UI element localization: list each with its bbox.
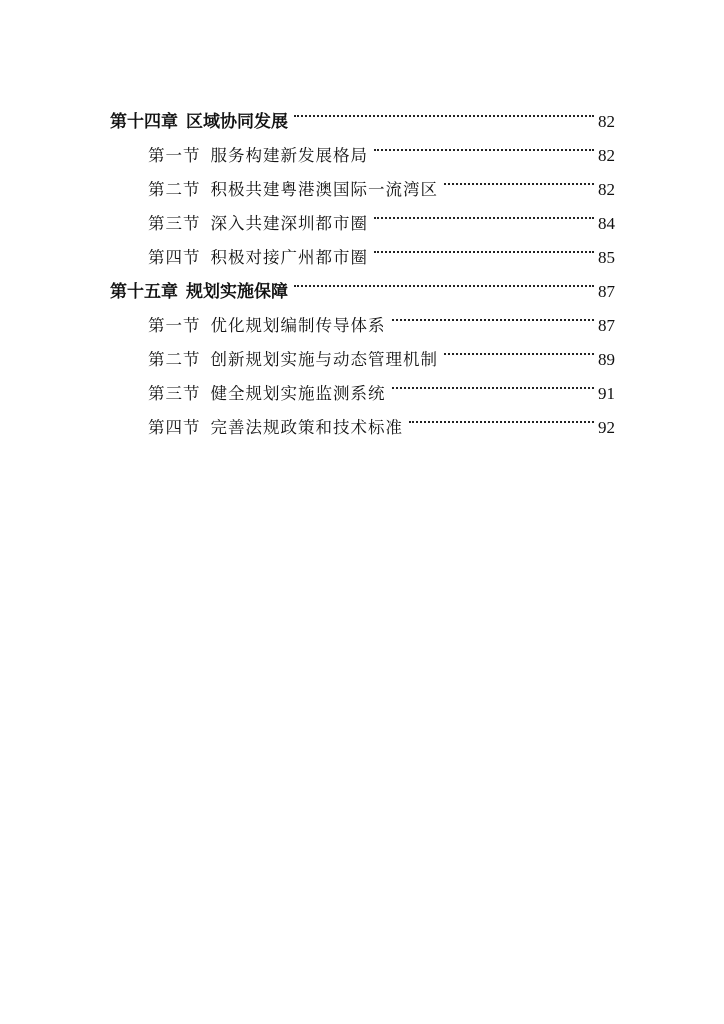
dot-leader	[444, 161, 594, 195]
section-number: 第二节	[148, 350, 201, 369]
section-title: 积极共建粤港澳国际一流湾区	[210, 180, 438, 199]
dot-leader	[374, 195, 594, 229]
section-number: 第一节	[148, 146, 201, 165]
dot-leader	[444, 331, 594, 365]
chapter-title: 规划实施保障	[186, 282, 288, 302]
page-number: 87	[598, 282, 615, 301]
chapter-number: 第十四章	[110, 112, 178, 132]
page-number: 87	[598, 316, 615, 335]
chapter-title: 区域协同发展	[186, 112, 288, 132]
toc-chapter-entry[interactable]	[110, 93, 615, 132]
section-number: 第四节	[148, 248, 201, 267]
dot-leader	[392, 297, 595, 331]
page-number: 82	[598, 112, 615, 131]
dot-leader	[409, 399, 594, 433]
chapter-number: 第十五章	[110, 282, 178, 302]
section-title: 创新规划实施与动态管理机制	[210, 350, 438, 369]
table-of-contents	[110, 93, 615, 437]
page-number: 82	[598, 146, 615, 165]
section-number: 第一节	[148, 316, 201, 335]
page-number: 85	[598, 248, 615, 267]
page-number: 84	[598, 214, 615, 233]
dot-leader	[374, 229, 594, 263]
section-number: 第二节	[148, 180, 201, 199]
section-title: 积极对接广州都市圈	[210, 248, 368, 267]
section-title: 完善法规政策和技术标准	[210, 418, 403, 437]
dot-leader	[294, 93, 594, 127]
section-title: 健全规划实施监测系统	[210, 384, 386, 403]
section-number: 第三节	[148, 214, 201, 233]
section-title: 深入共建深圳都市圈	[210, 214, 368, 233]
section-title: 服务构建新发展格局	[210, 146, 368, 165]
dot-leader	[374, 127, 594, 161]
dot-leader	[294, 263, 594, 297]
page-number: 89	[598, 350, 615, 369]
section-title: 优化规划编制传导体系	[210, 316, 386, 335]
dot-leader	[392, 365, 595, 399]
page-number: 82	[598, 180, 615, 199]
section-number: 第四节	[148, 418, 201, 437]
page-number: 91	[598, 384, 615, 403]
page-number: 92	[598, 418, 615, 437]
section-number: 第三节	[148, 384, 201, 403]
